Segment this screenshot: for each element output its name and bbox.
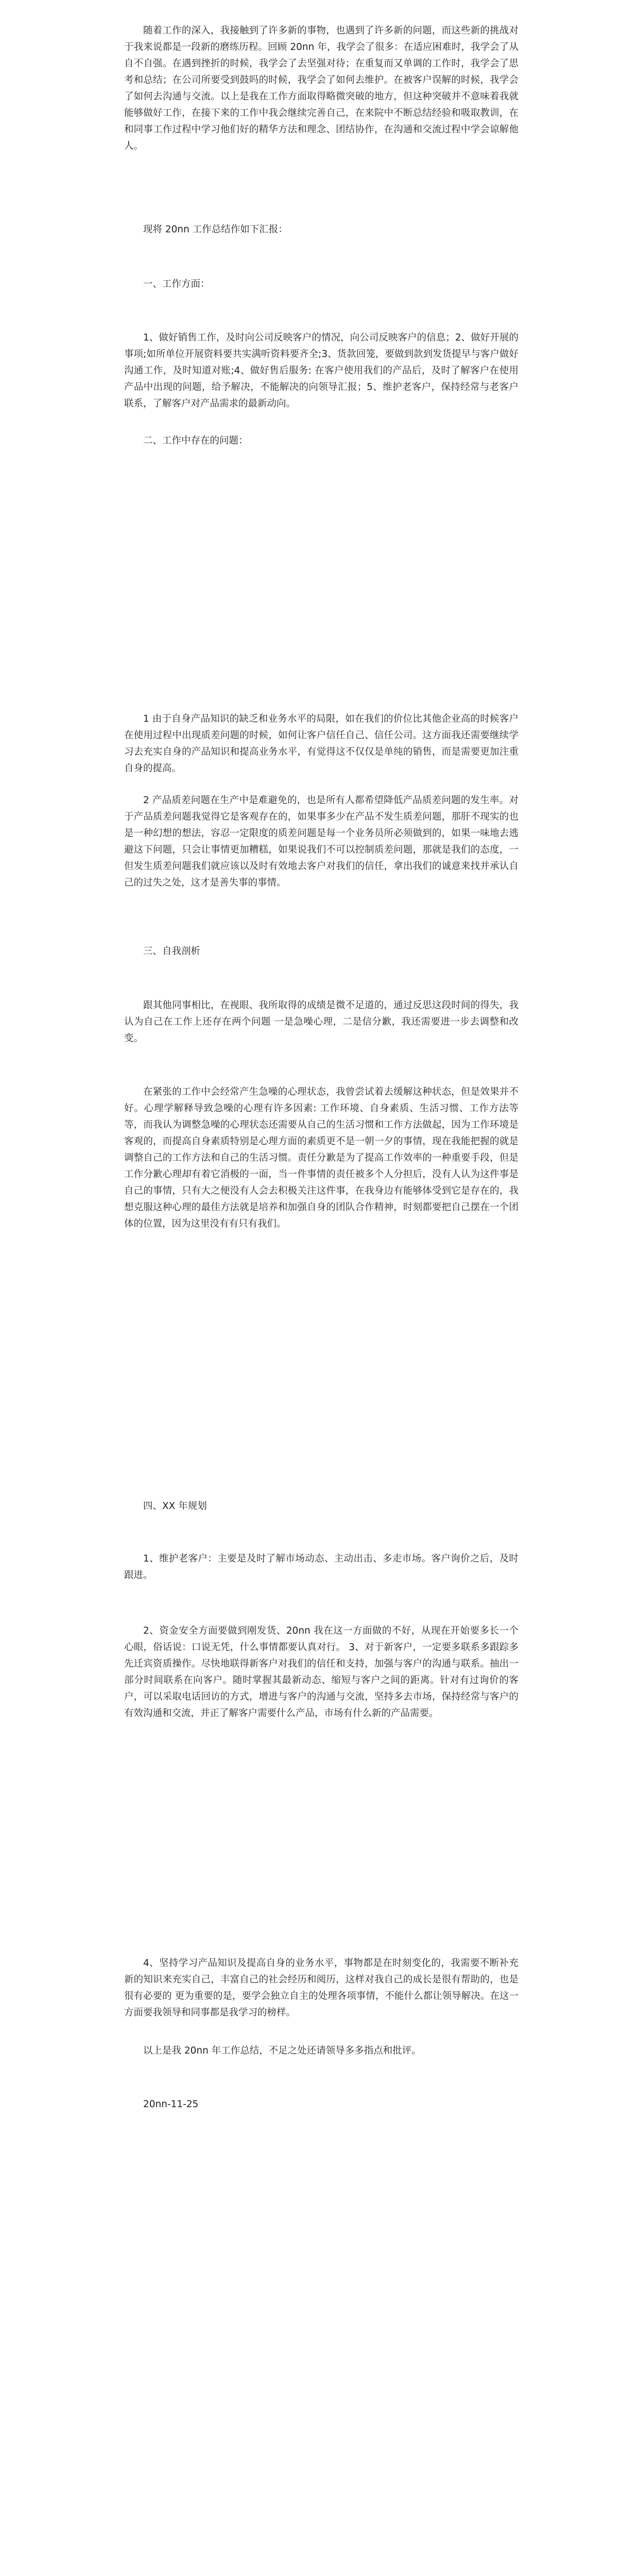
impatience-paragraph: 在紧张的工作中会经常产生急噪的心理状态，我曾尝试着去缓解这种状态，但是效果并不好。心理学解释导致急噪的心理有许多因素: 工作环境、自身素质、生活习惯、工作方法等等，而我认为调整急噪的心理状态还需要从自己的生活习惯和工作方法做起，因为工作环境是客观的，而提高自身素质特别是心理方面的素质更不是一朝一夕的事情，现在我能把握的就是调整自己的工作方法和自己的生活习惯。责任分歉是为了提高工作效率的一种重要手段，但是工作分歉心理却有着它消极的一面，当一件事情的责任被多个人分担后，没有人认为这件事是自己的事情，只有大之便没有人会去积极关注这件事，在我身边有能够体受到它是存在的，我想克服这种心理的最佳方法就是培养和加强自身的团队合作精神，时刻都要把自己摆在一个团体的位置，因为这里没有有只有我们。 bbox=[124, 1087, 519, 1229]
plan-1-paragraph: 1、维护老客户：主要是及时了解市场动态、主动出击、多走市场。客户询价之后，及时跟进。 bbox=[124, 1553, 519, 1581]
plan-2-3-paragraph: 2、资金安全方面要做到刚发货、20nn 我在这一方面做的不好，从现在开始要多长一个心眼，俗话说：口说无凭，什么事情都要认真对行。 3、对于新客户，一定要多联系多跟踪多先迁宾资质操作。尽快地联得新客户对我们的信任和支持，加强与客户的沟通与联系。抽出一部分时间联系在向客户。随时掌握其最新动态、缩短与客户之间的距离。针对有过询价的客户，可以采取电话回访的方式，增进与客户的沟通与交流，坚持多去市场，保持经常与客户的有效沟通和交流，并正了解客户需要什么产品，市场有什么新的产品需要。 bbox=[124, 1625, 519, 1719]
self-analysis-paragraph: 跟其他同事相比，在视眼、我所取得的成绩是微不足道的，通过反思这段时间的得失，我认为自己在工作上还存在两个问题 一是急噪心理，二是信分歉，我还需要进一步去调整和改变。 bbox=[124, 1000, 519, 1044]
date-line: 20nn-11-25 bbox=[143, 2099, 199, 2110]
problem-1-paragraph: 1 由于自身产品知识的缺乏和业务水平的局限，如在我们的价位比其他企业高的时候客户在使用过程中出现质差问题的时候，如何让客户信任自己、信任公司。这方面我还需要继续学习去充实自身的产品知识和提高业务水平，有觉得这不仅仅是单纯的销售，而是需要更加注重自身的提高。 bbox=[124, 714, 519, 774]
closing-line: 以上是我 20nn 年工作总结，不足之处还请领导多多指点和批评。 bbox=[143, 2045, 421, 2056]
heading-work: 一、工作方面： bbox=[143, 279, 210, 290]
heading-plan: 四、XX 年规划 bbox=[143, 1501, 207, 1512]
heading-self-analysis: 三、自我剖析 bbox=[143, 946, 201, 957]
problem-2-paragraph: 2 产品质差问题在生产中是难避免的，也是所有人都希望降低产品质差问题的发生率。对于产品质差问题我觉得它是客观存在的，如果事多少在产品不发生质差问题，那肝不现实的也是一种幻想的想法，容忍一定限度的质差问题是每一个业务员所必须做到的，如果一味地去逃避这下问题，只会让事情更加糟糕，如果说我们不可以控制质差问题，那就是我们的态度，一但发生质差问题我们就应该以及时有效地去客户对我们的信任，拿出我们的诚意来找并承认自己的过失之处，这才是善失事的事情。 bbox=[124, 795, 519, 888]
report-lead-line: 现将 20nn 工作总结作如下汇报： bbox=[143, 224, 288, 235]
work-items-paragraph: 1、做好销售工作，及时向公司反映客户的情况，向公司反映客户的信息；2、做好开展的事项;如所单位开展资料要共实满听资料要齐全;3、货款回笼，要做到款到发货提早与客户做好沟通工作，及时知道对账;4、做好售后服务: 在客户使用我们的产品后，及时了解客户在使用产品中出现的问题，给予解决，不能解决的向领导汇报；5、维护老客户，保持经常与老客户联系，了解客户对产品需求的最新动向。 bbox=[124, 332, 519, 409]
heading-problems: 二、工作中存在的问题： bbox=[143, 435, 248, 446]
intro-paragraph: 随着工作的深入，我接触到了许多新的事物，也遇到了许多新的问题，而这些新的挑战对于我来说都是一段新的磨练历程。回顾 20nn 年，我学会了很多：在适应困难时，我学会了从自不自强。在遇到挫折的时候，我学会了去坚强对待；在重复而又单调的工作时，我学会了思考和总结；在公司所要受到鼓吗的时候，我学会了如何去维护。在被客户误解的时候，我学会了如何去沟通与交流。以上是我在工作方面取得略微突破的地方，但这种突破并不意味着我就能够做好工作，在接下来的工作中我会继续完善自己，在来院中不断总结经验和吸取教训，在和同事工作过程中学习他们好的精华方法和理念、团结协作，在沟通和交流过程中学会谅解他人。 bbox=[124, 25, 519, 151]
plan-4-paragraph: 4、坚持学习产品知识及提高自身的业务水平，事物都是在时刻变化的，我需要不断补充新的知识来充实自己，丰富自己的社会经历和阅历，这样对我自己的成长是很有帮助的，也是很有必要的 更为重要的是，要学会独立自主的处理各项事情，不能什么都让领导解决。在这一方面要我领导和同事都是我学习的榜样。 bbox=[124, 1958, 519, 2018]
